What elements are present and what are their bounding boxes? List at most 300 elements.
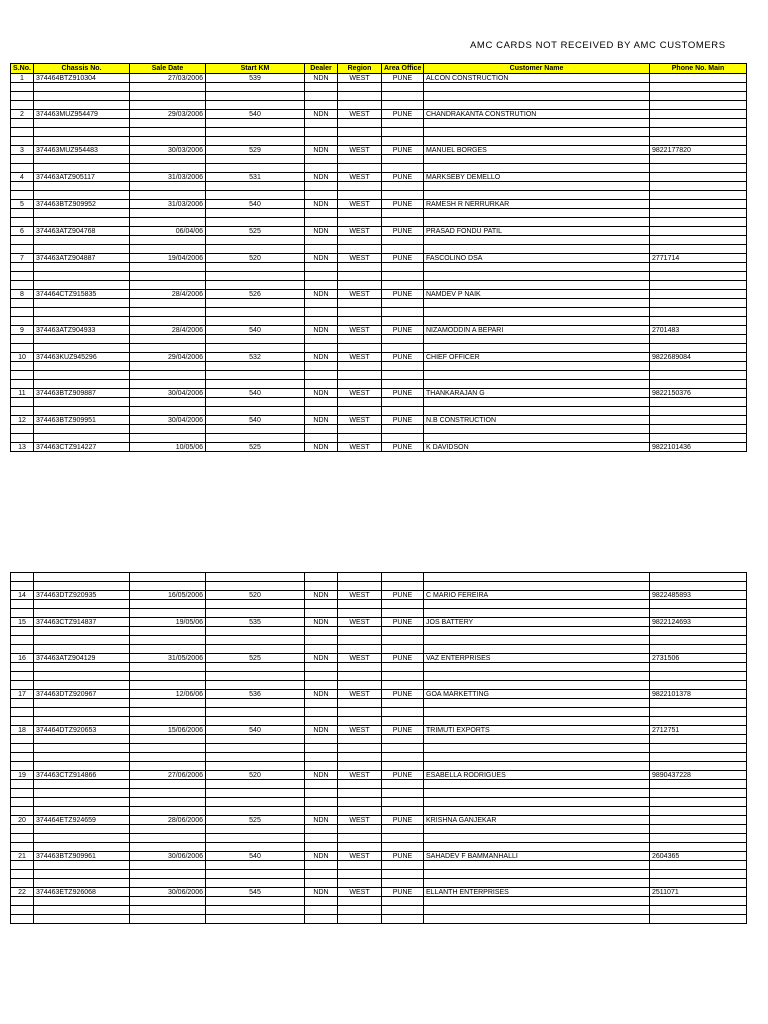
blank-cell — [34, 209, 130, 218]
blank-cell — [206, 317, 305, 326]
blank-cell — [338, 906, 382, 915]
area-office-cell: PUNE — [382, 200, 424, 209]
phone-cell: 2604365 — [650, 852, 747, 861]
blank-cell — [305, 83, 338, 92]
table-row — [11, 146, 747, 155]
blank-cell — [424, 573, 650, 582]
region-cell: WEST — [338, 200, 382, 209]
blank-cell — [305, 407, 338, 416]
blank-row — [11, 600, 747, 609]
blank-cell — [206, 371, 305, 380]
phone-cell: 2712751 — [650, 726, 747, 735]
blank-cell — [11, 870, 34, 879]
blank-cell — [305, 636, 338, 645]
blank-cell — [338, 735, 382, 744]
region-cell: WEST — [338, 74, 382, 83]
blank-row — [11, 164, 747, 173]
blank-cell — [206, 600, 305, 609]
blank-cell — [424, 798, 650, 807]
blank-cell — [650, 708, 747, 717]
blank-cell — [11, 825, 34, 834]
sale-date-cell: 29/04/2006 — [130, 353, 206, 362]
start-km-cell: 540 — [206, 326, 305, 335]
start-km-cell: 540 — [206, 389, 305, 398]
blank-cell — [382, 344, 424, 353]
phone-cell: 9822124693 — [650, 618, 747, 627]
dealer-cell: NDN — [305, 416, 338, 425]
blank-cell — [305, 861, 338, 870]
blank-cell — [130, 398, 206, 407]
blank-cell — [130, 281, 206, 290]
blank-cell — [206, 245, 305, 254]
blank-cell — [338, 182, 382, 191]
blank-cell — [34, 218, 130, 227]
sale-date-cell: 19/04/2006 — [130, 254, 206, 263]
blank-cell — [305, 398, 338, 407]
phone-cell — [650, 110, 747, 119]
blank-cell — [382, 699, 424, 708]
area-office-cell: PUNE — [382, 852, 424, 861]
blank-cell — [424, 380, 650, 389]
blank-cell — [130, 83, 206, 92]
sno-cell: 5 — [11, 200, 34, 209]
area-office-cell: PUNE — [382, 326, 424, 335]
blank-cell — [338, 834, 382, 843]
blank-cell — [34, 335, 130, 344]
dealer-cell: NDN — [305, 591, 338, 600]
blank-cell — [338, 299, 382, 308]
blank-cell — [338, 825, 382, 834]
blank-cell — [11, 762, 34, 771]
blank-cell — [206, 717, 305, 726]
sno-cell: 4 — [11, 173, 34, 182]
blank-cell — [130, 263, 206, 272]
blank-cell — [650, 681, 747, 690]
blank-cell — [11, 780, 34, 789]
blank-cell — [130, 789, 206, 798]
blank-cell — [305, 915, 338, 924]
table-row — [11, 654, 747, 663]
phone-cell: 2701483 — [650, 326, 747, 335]
blank-cell — [11, 137, 34, 146]
blank-cell — [130, 407, 206, 416]
blank-cell — [206, 861, 305, 870]
blank-cell — [11, 218, 34, 227]
sale-date-cell: 31/05/2006 — [130, 654, 206, 663]
blank-cell — [11, 906, 34, 915]
dealer-cell: NDN — [305, 690, 338, 699]
blank-cell — [382, 834, 424, 843]
header-sno: S.No. — [11, 64, 34, 74]
blank-cell — [382, 164, 424, 173]
chassis-cell: 374463ATZ904887 — [34, 254, 130, 263]
blank-cell — [34, 843, 130, 852]
blank-cell — [424, 834, 650, 843]
blank-cell — [130, 371, 206, 380]
blank-cell — [305, 380, 338, 389]
chassis-cell: 374464CTZ915835 — [34, 290, 130, 299]
customer-cell: MARKSEBY DEMELLO — [424, 173, 650, 182]
blank-row — [11, 915, 747, 924]
sale-date-cell: 12/06/06 — [130, 690, 206, 699]
blank-cell — [305, 600, 338, 609]
area-office-cell: PUNE — [382, 443, 424, 452]
blank-cell — [650, 317, 747, 326]
blank-cell — [650, 209, 747, 218]
blank-row — [11, 636, 747, 645]
blank-cell — [130, 609, 206, 618]
dealer-cell: NDN — [305, 173, 338, 182]
blank-cell — [11, 834, 34, 843]
blank-cell — [338, 308, 382, 317]
blank-row — [11, 744, 747, 753]
blank-cell — [305, 272, 338, 281]
customer-cell: CHANDRAKANTA CONSTRUTION — [424, 110, 650, 119]
blank-cell — [34, 699, 130, 708]
sale-date-cell: 31/03/2006 — [130, 200, 206, 209]
blank-cell — [206, 272, 305, 281]
blank-cell — [650, 182, 747, 191]
blank-cell — [382, 128, 424, 137]
sno-cell: 15 — [11, 618, 34, 627]
blank-cell — [382, 897, 424, 906]
blank-cell — [382, 744, 424, 753]
blank-cell — [11, 573, 34, 582]
blank-cell — [338, 317, 382, 326]
blank-row — [11, 753, 747, 762]
blank-cell — [206, 663, 305, 672]
blank-cell — [338, 218, 382, 227]
blank-cell — [130, 335, 206, 344]
blank-cell — [11, 335, 34, 344]
blank-cell — [338, 434, 382, 443]
area-office-cell: PUNE — [382, 254, 424, 263]
blank-cell — [382, 245, 424, 254]
blank-cell — [338, 708, 382, 717]
customer-cell: TRIMUTI EXPORTS — [424, 726, 650, 735]
blank-cell — [338, 425, 382, 434]
blank-cell — [11, 753, 34, 762]
blank-cell — [382, 735, 424, 744]
blank-cell — [650, 825, 747, 834]
blank-cell — [650, 753, 747, 762]
blank-cell — [382, 636, 424, 645]
blank-cell — [206, 762, 305, 771]
chassis-cell: 374463MUZ954479 — [34, 110, 130, 119]
start-km-cell: 525 — [206, 816, 305, 825]
blank-cell — [338, 879, 382, 888]
blank-cell — [424, 762, 650, 771]
blank-cell — [34, 744, 130, 753]
blank-cell — [11, 600, 34, 609]
blank-cell — [338, 573, 382, 582]
blank-cell — [382, 600, 424, 609]
blank-cell — [424, 789, 650, 798]
phone-cell: 9890437228 — [650, 771, 747, 780]
blank-cell — [305, 263, 338, 272]
chassis-cell: 374464ETZ924659 — [34, 816, 130, 825]
blank-cell — [382, 762, 424, 771]
dealer-cell: NDN — [305, 200, 338, 209]
chassis-cell: 374463CTZ914227 — [34, 443, 130, 452]
phone-cell — [650, 290, 747, 299]
blank-row — [11, 789, 747, 798]
blank-cell — [34, 735, 130, 744]
sno-cell: 19 — [11, 771, 34, 780]
sno-cell: 18 — [11, 726, 34, 735]
customer-cell: ELLANTH ENTERPRISES — [424, 888, 650, 897]
start-km-cell: 525 — [206, 654, 305, 663]
blank-cell — [338, 335, 382, 344]
blank-cell — [206, 299, 305, 308]
region-cell: WEST — [338, 690, 382, 699]
blank-cell — [424, 299, 650, 308]
blank-row — [11, 663, 747, 672]
blank-cell — [34, 101, 130, 110]
blank-cell — [338, 915, 382, 924]
blank-cell — [206, 744, 305, 753]
region-cell: WEST — [338, 443, 382, 452]
blank-cell — [650, 582, 747, 591]
start-km-cell: 520 — [206, 591, 305, 600]
blank-cell — [305, 573, 338, 582]
blank-cell — [338, 407, 382, 416]
blank-cell — [338, 645, 382, 654]
blank-cell — [11, 717, 34, 726]
customer-cell: MANUEL BORGES — [424, 146, 650, 155]
table-row — [11, 888, 747, 897]
blank-cell — [650, 573, 747, 582]
blank-cell — [34, 308, 130, 317]
blank-cell — [206, 335, 305, 344]
blank-cell — [382, 825, 424, 834]
blank-cell — [34, 380, 130, 389]
blank-cell — [424, 425, 650, 434]
blank-cell — [382, 627, 424, 636]
blank-cell — [34, 236, 130, 245]
customer-cell: NAMDEV P NAIK — [424, 290, 650, 299]
blank-cell — [206, 681, 305, 690]
blank-cell — [130, 753, 206, 762]
blank-cell — [382, 780, 424, 789]
blank-cell — [424, 272, 650, 281]
blank-cell — [34, 164, 130, 173]
blank-cell — [206, 834, 305, 843]
blank-cell — [338, 380, 382, 389]
blank-cell — [11, 672, 34, 681]
blank-cell — [130, 735, 206, 744]
chassis-cell: 374463KUZ945296 — [34, 353, 130, 362]
blank-cell — [338, 861, 382, 870]
blank-cell — [382, 681, 424, 690]
blank-cell — [424, 281, 650, 290]
blank-cell — [11, 681, 34, 690]
dealer-cell: NDN — [305, 618, 338, 627]
region-cell: WEST — [338, 852, 382, 861]
blank-cell — [130, 236, 206, 245]
blank-cell — [338, 600, 382, 609]
table-row — [11, 353, 747, 362]
blank-cell — [11, 627, 34, 636]
blank-cell — [650, 101, 747, 110]
blank-cell — [11, 119, 34, 128]
sale-date-cell: 28/4/2006 — [130, 290, 206, 299]
chassis-cell: 374464BTZ910304 — [34, 74, 130, 83]
sno-cell: 20 — [11, 816, 34, 825]
blank-row — [11, 101, 747, 110]
blank-cell — [650, 672, 747, 681]
blank-cell — [11, 897, 34, 906]
blank-cell — [206, 915, 305, 924]
area-office-cell: PUNE — [382, 290, 424, 299]
blank-cell — [424, 209, 650, 218]
blank-cell — [206, 735, 305, 744]
blank-cell — [206, 308, 305, 317]
sale-date-cell: 30/03/2006 — [130, 146, 206, 155]
blank-row — [11, 263, 747, 272]
blank-cell — [305, 798, 338, 807]
blank-cell — [650, 879, 747, 888]
blank-cell — [650, 600, 747, 609]
region-cell: WEST — [338, 771, 382, 780]
blank-cell — [305, 582, 338, 591]
blank-cell — [305, 699, 338, 708]
blank-cell — [206, 92, 305, 101]
area-office-cell: PUNE — [382, 74, 424, 83]
blank-cell — [650, 834, 747, 843]
blank-cell — [305, 425, 338, 434]
blank-cell — [34, 708, 130, 717]
blank-cell — [34, 915, 130, 924]
blank-row — [11, 281, 747, 290]
customer-cell: JOS BATTERY — [424, 618, 650, 627]
table-row — [11, 200, 747, 209]
area-office-cell: PUNE — [382, 654, 424, 663]
blank-cell — [305, 762, 338, 771]
blank-cell — [206, 609, 305, 618]
blank-cell — [206, 362, 305, 371]
blank-cell — [305, 780, 338, 789]
blank-cell — [424, 137, 650, 146]
blank-cell — [338, 371, 382, 380]
blank-cell — [338, 128, 382, 137]
blank-cell — [11, 861, 34, 870]
chassis-cell: 374463ATZ905117 — [34, 173, 130, 182]
chassis-cell: 374463BTZ909887 — [34, 389, 130, 398]
blank-cell — [11, 308, 34, 317]
blank-cell — [338, 699, 382, 708]
blank-cell — [130, 137, 206, 146]
sno-cell: 14 — [11, 591, 34, 600]
sale-date-cell: 27/03/2006 — [130, 74, 206, 83]
blank-cell — [338, 272, 382, 281]
start-km-cell: 540 — [206, 726, 305, 735]
table-row — [11, 416, 747, 425]
blank-cell — [130, 164, 206, 173]
table-row — [11, 227, 747, 236]
blank-cell — [11, 645, 34, 654]
blank-cell — [206, 870, 305, 879]
blank-row — [11, 825, 747, 834]
header-sale-date: Sale Date — [130, 64, 206, 74]
blank-cell — [305, 137, 338, 146]
blank-cell — [382, 879, 424, 888]
blank-cell — [424, 434, 650, 443]
blank-cell — [650, 609, 747, 618]
blank-cell — [206, 843, 305, 852]
blank-cell — [650, 870, 747, 879]
blank-cell — [424, 879, 650, 888]
blank-row — [11, 897, 747, 906]
blank-cell — [424, 906, 650, 915]
blank-cell — [338, 681, 382, 690]
blank-cell — [206, 281, 305, 290]
blank-row — [11, 308, 747, 317]
blank-row — [11, 137, 747, 146]
blank-cell — [424, 218, 650, 227]
blank-cell — [206, 780, 305, 789]
phone-cell: 2511071 — [650, 888, 747, 897]
blank-cell — [130, 600, 206, 609]
blank-cell — [424, 915, 650, 924]
blank-cell — [130, 645, 206, 654]
blank-cell — [305, 92, 338, 101]
blank-cell — [650, 636, 747, 645]
blank-cell — [382, 717, 424, 726]
blank-cell — [424, 636, 650, 645]
blank-cell — [650, 627, 747, 636]
sno-cell: 22 — [11, 888, 34, 897]
blank-cell — [34, 663, 130, 672]
blank-row — [11, 573, 747, 582]
phone-cell: 2771714 — [650, 254, 747, 263]
blank-cell — [650, 92, 747, 101]
phone-cell — [650, 227, 747, 236]
chassis-cell: 374463DTZ920967 — [34, 690, 130, 699]
blank-cell — [130, 119, 206, 128]
blank-cell — [650, 915, 747, 924]
blank-cell — [382, 425, 424, 434]
chassis-cell: 374463BTZ909952 — [34, 200, 130, 209]
customer-cell: FASCOLINO DSA — [424, 254, 650, 263]
blank-cell — [382, 573, 424, 582]
header-region: Region — [338, 64, 382, 74]
blank-cell — [650, 263, 747, 272]
sno-cell: 10 — [11, 353, 34, 362]
header-dealer: Dealer — [305, 64, 338, 74]
region-cell: WEST — [338, 173, 382, 182]
chassis-cell: 374463BTZ909961 — [34, 852, 130, 861]
blank-cell — [650, 897, 747, 906]
blank-row — [11, 218, 747, 227]
blank-cell — [11, 789, 34, 798]
blank-row — [11, 335, 747, 344]
blank-cell — [130, 708, 206, 717]
sale-date-cell: 06/04/06 — [130, 227, 206, 236]
blank-cell — [424, 582, 650, 591]
blank-cell — [34, 272, 130, 281]
blank-cell — [305, 245, 338, 254]
blank-cell — [130, 155, 206, 164]
blank-cell — [650, 245, 747, 254]
blank-cell — [305, 870, 338, 879]
blank-cell — [338, 762, 382, 771]
blank-cell — [424, 672, 650, 681]
blank-cell — [34, 672, 130, 681]
blank-row — [11, 798, 747, 807]
start-km-cell: 531 — [206, 173, 305, 182]
blank-cell — [650, 906, 747, 915]
